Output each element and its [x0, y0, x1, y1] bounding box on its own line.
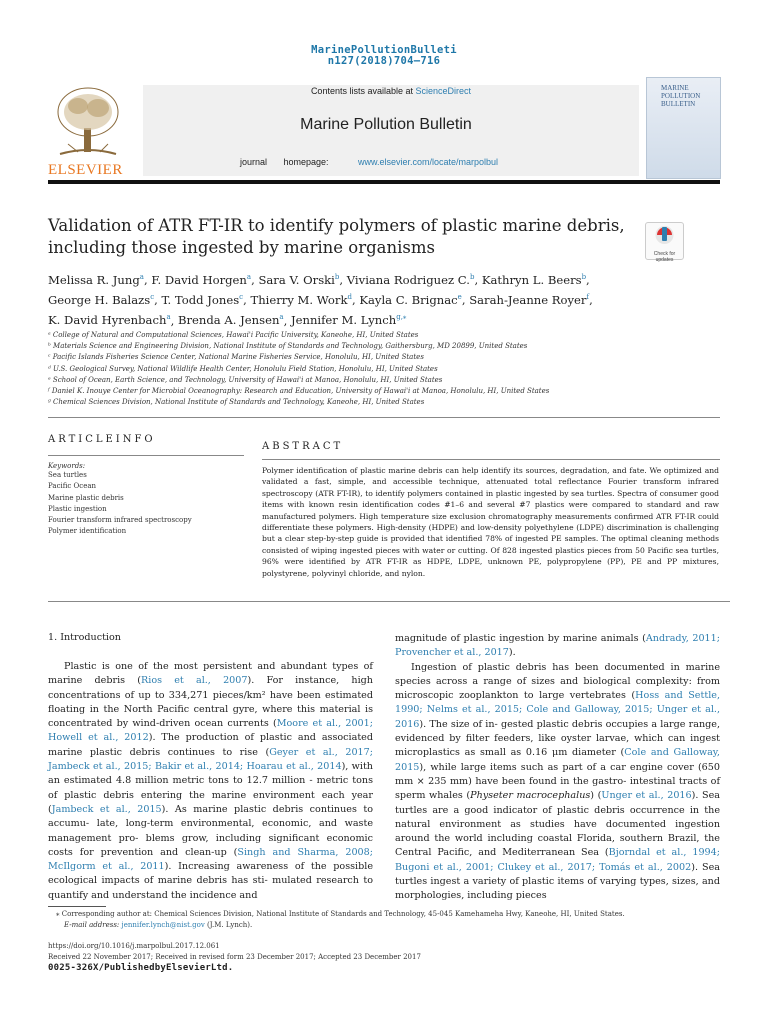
contents-line — [143, 86, 639, 96]
abstract-bottom-rule — [48, 601, 730, 602]
header-rule — [48, 180, 720, 184]
affiliation: ᵈ U.S. Geological Survey, National Wildlife Health Center, Honolulu Field Station, Honolulu, HI, United States — [48, 364, 438, 373]
author[interactable]: Kathryn L. Beers$^b$ — [481, 272, 587, 287]
author[interactable]: Sara V. Orski$^b$ — [258, 272, 340, 287]
corresponding-author-note: ⁎ Corresponding author at: Chemical Sciences Division, National Institute of Standards and Technology, 45-045 Kamehameha Hwy, Kaneohe, HI, United States. — [56, 910, 625, 918]
keyword: Fourier transform infrared spectroscopy — [48, 516, 192, 525]
article-info-rule — [48, 455, 244, 456]
intro-paragraph-3: Ingestion of plastic debris has been documented in marine species across a range of sizes and biological complexity: from microscopic zooplankton to large vertebrates (Hoss and Settle, 1990; Nelms et al., 2015; Cole and Galloway, 2015; Unger et al., 2016). The size of in- gested plastic debris occupies a large range, evidenced by filter feeders, like oyster larvae, which can ingest microplastics as small as 0.16 μm diameter (Cole and Galloway, 2015), while large items such as part of a car engine cover (650 mm × 235 mm) have been found in the gastro- intestinal tracts of sperm whales (Physeter macrocephalus) (Unger et al., 2016). Sea turtles are a good indicator of plastic debris occurrence in the natural environment as studies have documented ingestion around the world including coastal Florida, southern Brazil, the Central Pacific, and Mediterranean Sea (Bjorndal et al., 1994; Bugoni et al., 2001; Clukey et al., 2017; Tomás et al., 2002). Sea turtles ingest a variety of plastic items of varying types, sizes, and morphologies, including pieces — [395, 661, 721, 902]
author[interactable]: F. David Horgen$^a$ — [151, 272, 252, 287]
citation-link[interactable]: Unger et al., 2016 — [601, 790, 692, 802]
author[interactable]: Viviana Rodriguez C.$^b$ — [346, 272, 475, 287]
email-link[interactable]: jennifer.lynch@nist.gov — [121, 921, 205, 929]
citation-link[interactable]: Bjorndal et al., 1994; Bugoni et al., 2001; Clukey et al., 2017; Tomás et al., 2002 — [395, 847, 720, 873]
article-info-heading: ARTICLEINFO — [48, 434, 156, 445]
check-for-updates-badge[interactable] — [645, 222, 684, 263]
author-list: Melissa R. Jung$^a$, F. David Horgen$^a$, Sara V. Orski$^b$, Viviana Rodriguez C.$^b$, Kathryn L. Beers$^b$, George H. Balazs$^c$, T. Todd Jones$^c$, Thierry M. Work$^d$, Kayla C. Brignac$^e$, Sarah-Jeanne Royer$^f$, K. David Hyrenbach$^a$, Brenda A. Jensen$^a$, Jennifer M. Lynch$^{g,⁎}$ — [48, 272, 593, 328]
citation-line-2: n127(2018)704–716 — [327, 55, 441, 67]
homepage-label: journal homepage: — [240, 157, 329, 167]
email-label: E-mail address: — [64, 921, 120, 929]
affiliation: ᵇ Materials Science and Engineering Division, National Institute of Standards and Technology, Gaithersburg, MD 20899, United States — [48, 342, 528, 351]
keywords-block — [48, 462, 244, 538]
author[interactable]: Brenda A. Jensen$^a$ — [178, 313, 284, 328]
article-title: Validation of ATR FT-IR to identify polymers of plastic marine debris, including those ingested by marine organisms — [48, 216, 625, 257]
elsevier-tree-icon — [48, 84, 128, 160]
crossmark-label: Check for updates — [653, 251, 676, 263]
affiliation: ᵃ College of Natural and Computational Sciences, Hawai'i Pacific University, Kaneohe, HI, United States — [48, 331, 419, 339]
email-suffix: (J.M. Lynch). — [207, 921, 253, 929]
citation-link[interactable]: Cole and Galloway, 2015 — [395, 747, 720, 773]
keyword: Polymer identification — [48, 527, 127, 536]
journal-cover-thumbnail — [646, 77, 721, 179]
contents-prefix: Contents lists available at — [310, 86, 413, 96]
citation-link[interactable]: Jambeck et al., 2015 — [51, 803, 162, 815]
keyword: Sea turtles — [48, 471, 87, 479]
doi-link[interactable]: https://doi.org/10.1016/j.marpolbul.2017.12.061 — [48, 942, 220, 950]
citation-link[interactable]: Geyer et al., 2017; Jambeck et al., 2015; Bakir et al., 2014; Hoarau et al., 2014 — [48, 746, 373, 773]
abstract-heading: ABSTRACT — [262, 441, 344, 452]
author[interactable]: K. David Hyrenbach$^a$ — [48, 313, 171, 328]
sciencedirect-link[interactable]: ScienceDirect — [415, 86, 472, 96]
citation-link[interactable]: Singh and Sharma, 2008; McIlgorm et al., 2011 — [48, 846, 373, 873]
affiliation-list — [48, 330, 688, 408]
issn-line: 0025-326X/PublishedbyElsevierLtd. — [48, 963, 234, 973]
intro-paragraph-1: Plastic is one of the most persistent and abundant types of marine debris (Rios et al., 2007). For instance, high concentrations of up to 334,271 pieces/km² have been estimated floating in the North Pacific central gyre, where this material is concentrated by wind-driven ocean currents (Moore et al., 2001; Howell et al., 2012). The production of plastic and associated marine plastic debris continues to rise (Geyer et al., 2017; Jambeck et al., 2015; Bakir et al., 2014; Hoarau et al., 2014), with an estimated 4.8 million metric tons to 12.7 million - metric tons of plastic debris entering the marine environment each year (Jambeck et al., 2015). As marine plastic debris continues to accumu- late, long-term environmental, economic, and waste management pro- blems grow, including significant economic costs for prevention and clean-up (Singh and Sharma, 2008; McIlgorm et al., 2011). Increasing awareness of the possible ecological impacts of marine debris has sti- mulated research to quantify and understand the incidence and — [48, 661, 374, 901]
citation-line-1: MarinePollutionBulleti — [311, 44, 457, 56]
abstract-rule — [262, 459, 720, 460]
keywords-label: Keywords: — [48, 462, 86, 470]
intro-left-column — [48, 660, 373, 903]
journal-title: Marine Pollution Bulletin — [300, 116, 472, 133]
author[interactable]: T. Todd Jones$^c$ — [161, 293, 244, 308]
cover-title: MARINE POLLUTION BULLETIN — [661, 84, 701, 108]
affiliation: ᵉ School of Ocean, Earth Science, and Technology, University of Hawai'i at Manoa, Honolulu, HI, United States — [48, 375, 443, 384]
publisher-name: ELSEVIER — [48, 162, 123, 178]
intro-right-column — [395, 632, 720, 904]
keyword: Marine plastic debris — [48, 493, 124, 502]
affiliation-rule — [48, 417, 720, 418]
author[interactable]: Sarah-Jeanne Royer$^f$ — [469, 293, 590, 308]
section-heading-introduction: 1. Introduction — [48, 632, 121, 643]
citation-link[interactable]: Moore et al., 2001; Howell et al., 2012 — [48, 718, 373, 744]
citation-link[interactable]: Hoss and Settle, 1990; Nelms et al., 2015; Cole and Galloway, 2015; Unger et al., 2016 — [395, 690, 720, 730]
footnote-rule — [48, 906, 106, 907]
author[interactable]: Melissa R. Jung$^a$ — [48, 272, 144, 287]
crossmark-icon — [646, 223, 683, 247]
author[interactable]: Kayla C. Brignac$^e$ — [359, 293, 462, 308]
intro-paragraph-2: magnitude of plastic ingestion by marine animals (Andrady, 2011; Provencher et al., 2017). — [395, 633, 720, 659]
email-line — [64, 921, 252, 929]
author[interactable]: Thierry M. Work$^d$ — [250, 293, 352, 308]
affiliation: ᶜ Pacific Islands Fisheries Science Center, National Marine Fisheries Service, Honolulu, HI, United States — [48, 353, 424, 362]
received-dates: Received 22 November 2017; Received in revised form 23 December 2017; Accepted 23 December 2017 — [48, 953, 421, 961]
homepage-link[interactable]: www.elsevier.com/locate/marpolbul — [358, 157, 499, 167]
author[interactable]: Jennifer M. Lynch$^{g,⁎}$ — [290, 313, 407, 328]
keyword: Pacific Ocean — [48, 482, 97, 491]
citation-link[interactable]: Rios et al., 2007 — [141, 675, 248, 687]
citation-link[interactable]: Andrady, 2011; Provencher et al., 2017 — [395, 633, 720, 659]
keyword: Plastic ingestion — [48, 504, 107, 513]
affiliation: ᶠ Daniel K. Inouye Center for Microbial Oceanography: Research and Education, University of Hawai'i at Manoa, Honolulu, HI, United States — [48, 387, 550, 396]
abstract-text: Polymer identification of plastic marine debris can help identify its sources, degradation, and fate. We optimized and validated a fast, simple, and accessible technique, attenuated total reflectance Fourier transform infrared spectroscopy (ATR FT-IR), to identify polymers contained in plastic ingested by sea turtles. Spectra of consumer good items with known resin identification codes #1–6 and several #7 plastics were compared to standard and raw manufactured polymers. High temperature size exclusion chromatography measurements confirmed ATR FT-IR could differentiate these polymers. High-density (HDPE) and low-density polyethylene (LDPE) discrimination is challenging but a clear step-by-step guide is provided that identified 78% of ingested PE samples. The optimal cleaning methods consisted of wiping ingested pieces with water or cutting. Of 828 ingested plastics pieces from 50 Pacific sea turtles, 96% were identified by ATR FT-IR as HDPE, LDPE, unknown PE, polypropylene (PP), PE and PP mixtures, polystyrene, polyvinyl chloride, and nylon. — [262, 466, 719, 578]
elsevier-logo — [48, 84, 128, 176]
author[interactable]: George H. Balazs$^c$ — [48, 293, 155, 308]
affiliation: ᵍ Chemical Sciences Division, National Institute of Standards and Technology, Kaneohe, HI, United States — [48, 398, 425, 407]
